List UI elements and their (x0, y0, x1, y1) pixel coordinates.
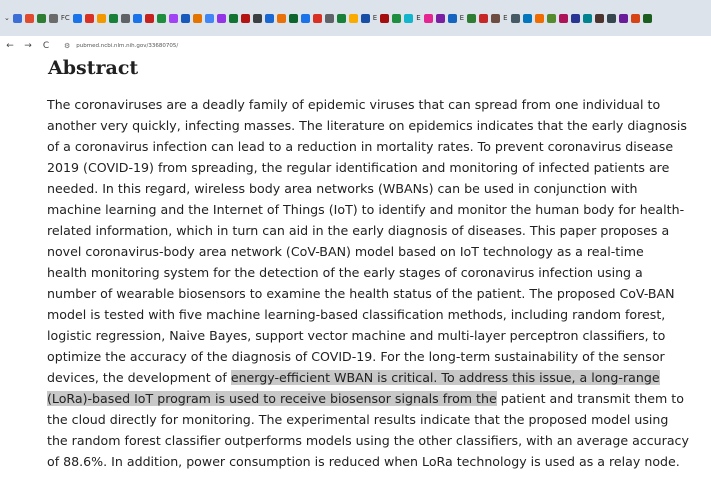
tab-label[interactable]: E (372, 14, 378, 22)
tab-favicon-icon[interactable] (448, 14, 457, 23)
tab-favicon-icon[interactable] (73, 14, 82, 23)
browser-toolbar (0, 36, 711, 56)
address-bar[interactable] (64, 38, 364, 54)
tab-favicon-icon[interactable] (217, 14, 226, 23)
tab-favicon-icon[interactable] (523, 14, 532, 23)
tab-favicon-icon[interactable] (479, 14, 488, 23)
tab-favicon-icon[interactable] (595, 14, 604, 23)
abstract-line: 2019 (COVID-19) from spreading, the regular identification and monitoring of infected patients are (47, 160, 670, 175)
abstract-line: the random forest classifier outperforms models using the other classifiers, with an average accuracy (47, 433, 689, 448)
tab-favicon-icon[interactable] (337, 14, 346, 23)
tab-list-dropdown-icon[interactable]: ⌄ (4, 14, 10, 22)
tab-favicon-icon[interactable] (205, 14, 214, 23)
browser-tab-strip[interactable] (0, 0, 711, 36)
tab-favicon-icon[interactable] (265, 14, 274, 23)
tab-favicon-icon[interactable] (392, 14, 401, 23)
tab-favicon-icon[interactable] (289, 14, 298, 23)
abstract-line: of a coronavirus infection can lead to a reduction in mortality rates. To prevent coronavirus disease (47, 139, 674, 154)
tab-favicon-icon[interactable] (349, 14, 358, 23)
abstract-line: model is tested with five machine learning-based classification methods, including random forest, (47, 307, 666, 322)
tab-favicon-icon[interactable] (547, 14, 556, 23)
selected-text: (LoRa)-based IoT program is used to receive biosensor signals from the (47, 391, 497, 406)
reload-button[interactable]: C (42, 41, 50, 51)
abstract-text-segment: devices, the development of (47, 370, 231, 385)
tab-favicon-icon[interactable] (583, 14, 592, 23)
abstract-line: another very quickly, infecting masses. The literature on epidemics indicates that the early diagnosis (47, 118, 687, 133)
forward-button[interactable]: → (24, 41, 32, 51)
tab-favicon-icon[interactable] (325, 14, 334, 23)
tab-favicon-icon[interactable] (157, 14, 166, 23)
back-button[interactable]: ← (6, 41, 14, 51)
abstract-line (47, 367, 707, 388)
tab-favicon-icon[interactable] (559, 14, 568, 23)
selected-text: energy-efficient WBAN is critical. To address this issue, a long-range (230, 370, 660, 385)
abstract-line: logistic regression, Naive Bayes, support vector machine and multi-layer perceptron classifiers, to (47, 328, 666, 343)
tab-favicon-icon[interactable] (436, 14, 445, 23)
abstract-line: number of wearable biosensors to examine the health status of the patient. The proposed CoV-BAN (47, 286, 675, 301)
tab-favicon-icon[interactable] (121, 14, 130, 23)
tab-label[interactable]: E (503, 14, 508, 22)
abstract-line: related information, which in turn can aid in the early diagnosis of diseases. This paper proposes a (47, 223, 670, 238)
abstract-text (47, 94, 707, 472)
tab-favicon-icon[interactable] (49, 14, 58, 23)
tab-favicon-icon[interactable] (380, 14, 389, 23)
tab-favicon-icon[interactable] (511, 14, 520, 23)
tab-favicon-icon[interactable] (181, 14, 190, 23)
tab-favicon-icon[interactable] (169, 14, 178, 23)
abstract-line: health monitoring system for the detection of the early stages of coronavirus infection using a (47, 265, 643, 280)
tab-favicon-icon[interactable] (13, 14, 22, 23)
abstract-line: machine learning and the Internet of Things (IoT) to identify and monitor the human body for health- (47, 202, 685, 217)
tab-favicon-icon[interactable] (25, 14, 34, 23)
tab-favicon-icon[interactable] (133, 14, 142, 23)
tab-label[interactable]: E (459, 14, 465, 22)
tab-favicon-icon[interactable] (491, 14, 500, 23)
tab-favicon-icon[interactable] (535, 14, 544, 23)
tab-favicon-icon[interactable] (85, 14, 94, 23)
tab-favicon-icon[interactable] (571, 14, 580, 23)
tab-favicon-icon[interactable] (313, 14, 322, 23)
tab-favicon-icon[interactable] (145, 14, 154, 23)
tab-favicon-icon[interactable] (193, 14, 202, 23)
abstract-line: The coronaviruses are a deadly family of epidemic viruses that can spread from one individual to (47, 97, 661, 112)
tab-favicon-icon[interactable] (361, 14, 370, 23)
abstract-line: novel coronavirus-body area network (CoV-BAN) model based on IoT technology as a real-time (47, 244, 644, 259)
tab-favicon-icon[interactable] (109, 14, 118, 23)
tab-favicon-icon[interactable] (467, 14, 476, 23)
tab-favicon-icon[interactable] (229, 14, 238, 23)
abstract-heading: Abstract (48, 57, 139, 79)
abstract-line: needed. In this regard, wireless body area networks (WBANs) can be used in conjunction with (47, 181, 638, 196)
tab-favicon-icon[interactable] (404, 14, 413, 23)
tab-favicon-icon[interactable] (424, 14, 433, 23)
abstract-text-segment: patient and transmit them to (496, 391, 684, 406)
tab-favicon-icon[interactable] (97, 14, 106, 23)
url-text: pubmed.ncbi.nlm.nih.gov/33680705/ (76, 43, 179, 49)
tab-favicon-icon[interactable] (37, 14, 46, 23)
abstract-line: optimize the accuracy of the diagnosis of COVID-19. For the long-term sustainability of the sensor (47, 349, 665, 364)
tab-favicon-icon[interactable] (241, 14, 250, 23)
abstract-line (47, 388, 707, 409)
tab-favicon-icon[interactable] (643, 14, 652, 23)
abstract-line: of 88.6%. In addition, power consumption is reduced when LoRa technology is used as a relay node. (47, 454, 680, 469)
page-content (0, 56, 711, 477)
tab-favicon-icon[interactable] (607, 14, 616, 23)
tab-label[interactable]: E (416, 14, 421, 22)
tab-label[interactable]: FC (60, 14, 70, 22)
tab-favicon-icon[interactable] (277, 14, 286, 23)
tab-favicon-icon[interactable] (301, 14, 310, 23)
abstract-line: the cloud directly for monitoring. The experimental results indicate that the proposed model using (47, 412, 669, 427)
tab-favicon-icon[interactable] (631, 14, 640, 23)
site-info-icon[interactable]: ⚙ (64, 42, 71, 50)
tab-favicon-icon[interactable] (253, 14, 262, 23)
tab-favicon-icon[interactable] (619, 14, 628, 23)
